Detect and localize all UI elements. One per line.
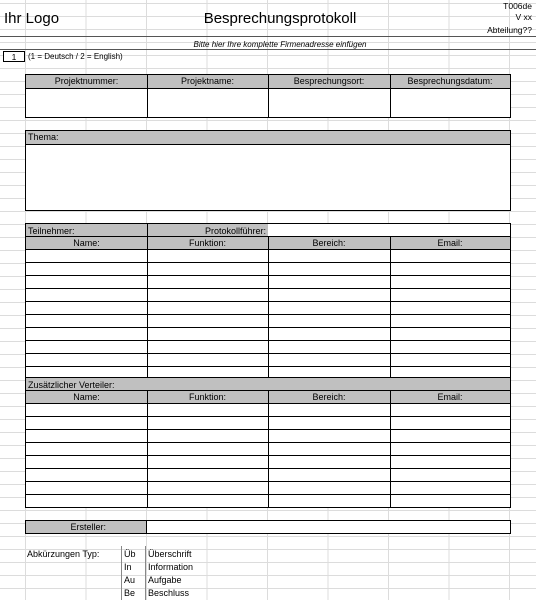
abbreviation-desc: Beschluss [148,588,190,598]
language-hint: (1 = Deutsch / 2 = English) [28,52,123,61]
column-divider [390,236,391,377]
header-project-name: Projektname: [180,76,235,86]
author-field[interactable] [147,520,511,534]
header-email: Email: [437,238,463,248]
abbreviation-desc: Aufgabe [148,575,182,585]
recorder-label: Protokollführer: [204,226,266,236]
header-divider [0,36,536,37]
distribution-row[interactable] [26,416,510,417]
distribution-row[interactable] [26,494,510,495]
topic-section [25,130,511,211]
recorder-field[interactable] [268,224,510,236]
column-divider [147,390,148,507]
row-divider [26,249,510,250]
participant-row[interactable] [26,340,510,341]
address-divider [0,49,536,50]
abbreviation-code: Üb [124,549,136,559]
participant-row[interactable] [26,288,510,289]
distribution-row[interactable] [26,455,510,456]
meeting-location-field[interactable] [269,89,390,118]
topic-field[interactable] [26,145,510,211]
topic-label: Thema: [28,132,59,142]
header-area: Bereich: [312,392,346,402]
abbreviation-divider [121,546,122,600]
project-number-field[interactable] [26,89,147,118]
participants-label: Teilnehmer: [28,226,75,236]
document-code: T006de [503,1,532,11]
abbreviation-code: In [124,562,132,572]
page-title: Besprechungsprotokoll [203,10,357,27]
address-hint[interactable]: Bitte hier Ihre komplette Firmenadresse einfügen [193,40,367,49]
department-label: Abteilung?? [487,25,532,35]
participants-table [25,223,511,378]
header-meeting-date: Besprechungsdatum: [407,76,493,86]
header-email: Email: [437,392,463,402]
project-table [25,74,511,118]
abbreviation-code: Au [124,575,136,585]
participant-row[interactable] [26,353,510,354]
distribution-row[interactable] [26,429,510,430]
column-divider [268,390,269,507]
participant-row[interactable] [26,275,510,276]
column-divider [268,236,269,377]
project-name-field[interactable] [148,89,268,118]
distribution-label: Zusätzlicher Verteiler: [28,380,115,390]
participant-row[interactable] [26,262,510,263]
header-area: Bereich: [312,238,346,248]
participant-row[interactable] [26,366,510,367]
author-label: Ersteller: [25,520,147,534]
meeting-date-field[interactable] [391,89,510,118]
abbreviation-desc: Überschrift [148,549,192,559]
abbreviation-divider [145,546,146,600]
language-input[interactable]: 1 [3,51,25,62]
row-divider [26,403,510,404]
header-function: Funktion: [188,238,227,248]
header-meeting-location: Besprechungsort: [293,76,365,86]
logo-placeholder: Ihr Logo [4,10,60,27]
participant-row[interactable] [26,327,510,328]
abbreviation-desc: Information [148,562,194,572]
header-function: Funktion: [188,392,227,402]
topic-header [26,131,510,144]
participant-row[interactable] [26,301,510,302]
abbreviations-label: Abkürzungen Typ: [27,549,100,559]
column-divider [390,390,391,507]
version-label: V xx [515,12,532,22]
distribution-table [25,378,511,508]
participant-row[interactable] [26,314,510,315]
distribution-row[interactable] [26,468,510,469]
header-project-number: Projektnummer: [54,76,119,86]
distribution-row[interactable] [26,442,510,443]
distribution-row[interactable] [26,481,510,482]
header-name: Name: [73,392,100,402]
abbreviation-code: Be [124,588,136,598]
header-name: Name: [73,238,100,248]
